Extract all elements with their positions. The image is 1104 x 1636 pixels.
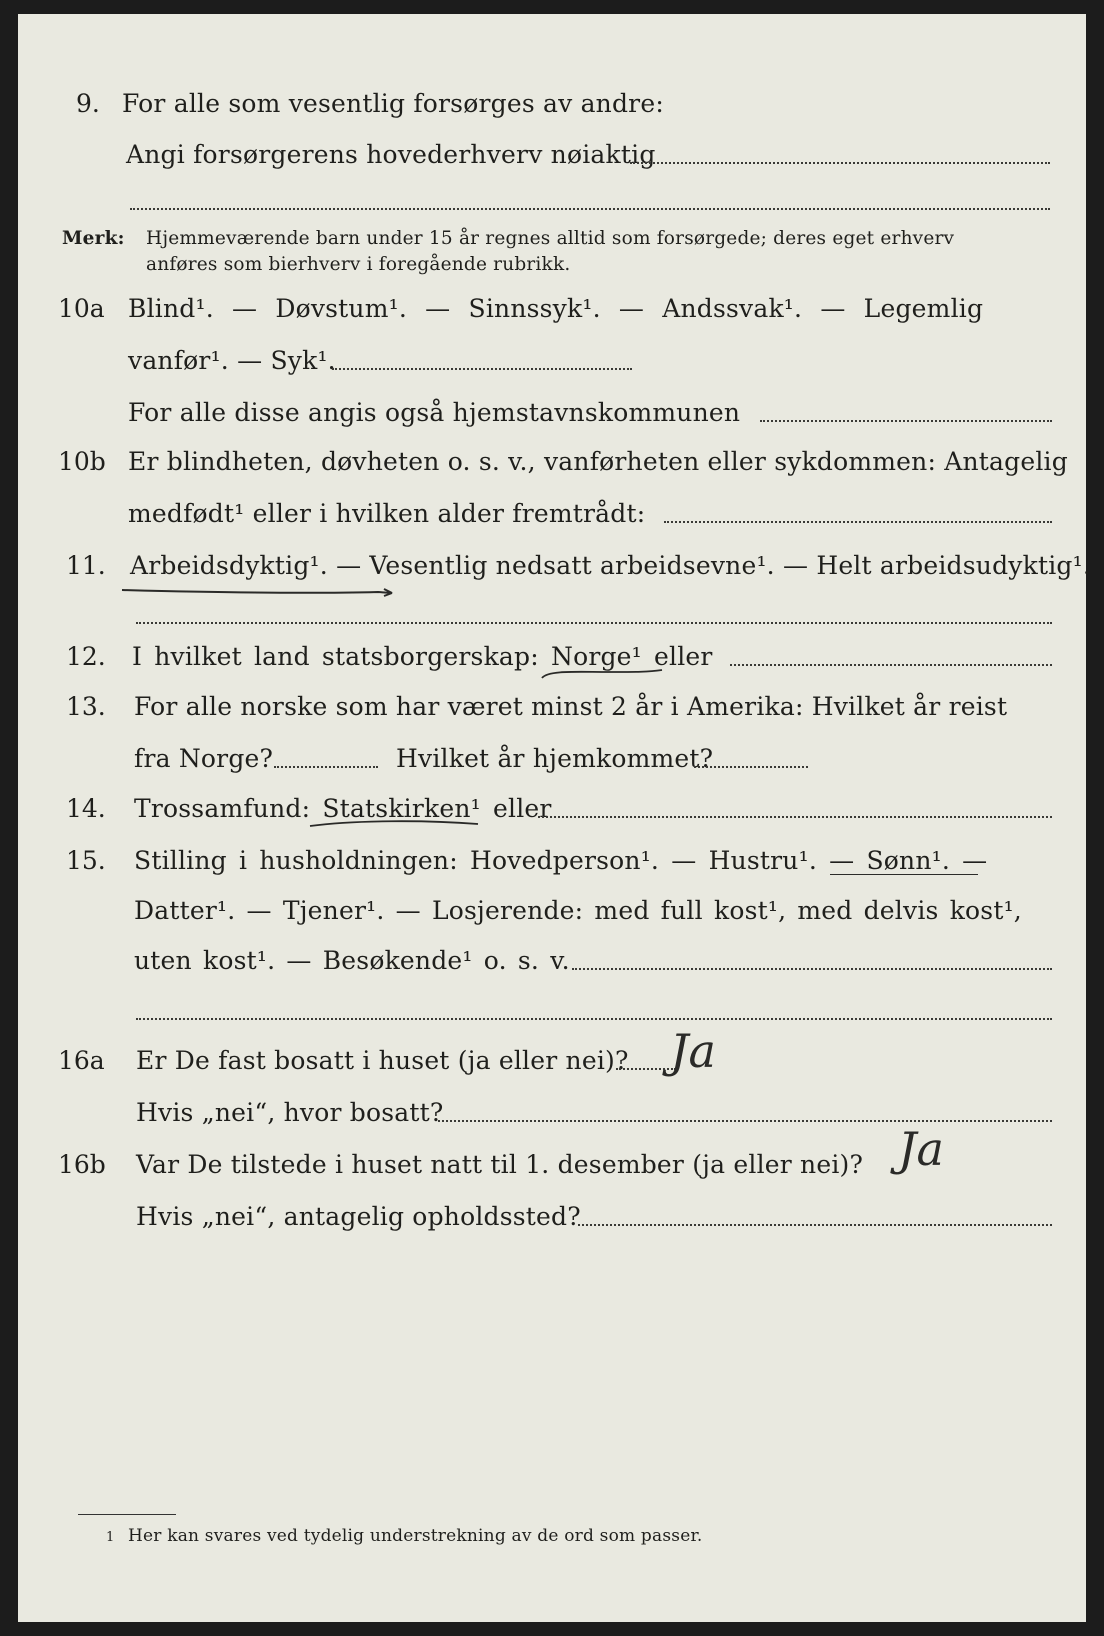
q16b-location-line[interactable] [578,1224,1052,1226]
q14-religion-question: Trossamfund: Statskirken¹ eller [134,794,552,823]
q15-household-position-options-2: Datter¹. — Tjener¹. — Losjerende: med full kost¹, med delvis kost¹, [134,896,1022,925]
q9-answer-line[interactable] [630,162,1050,164]
q15-household-position-options-3: uten kost¹. — Besøkende¹ o. s. v. [134,946,570,975]
q13-departure-line[interactable] [274,766,378,768]
q13-return-line[interactable] [694,766,808,768]
q15-answer-line-2[interactable] [136,1018,1052,1020]
q16a-address-line[interactable] [438,1120,1052,1122]
q15-number: 15. [66,846,106,875]
q10a-answer-line[interactable] [332,368,632,370]
q16a-number: 16a [58,1046,105,1075]
q10b-question-2: medfødt¹ eller i hvilken alder fremtrådt: [128,499,646,528]
q16b-handwritten-answer: Ja [898,1122,944,1176]
q13-america-question: For alle norske som har været minst 2 år i Amerika: Hvilket år reist [134,692,1008,721]
q16a-address-label: Hvis „nei“, hvor bosatt? [136,1098,444,1127]
q11-work-ability-options: Arbeidsdyktig¹. — Vesentlig nedsatt arbeidsevne¹. — Helt arbeidsudyktig¹. [130,551,1091,580]
q16b-number: 16b [58,1150,106,1179]
q9-question: For alle som vesentlig forsørges av andre: [122,89,664,118]
q10b-question: Er blindheten, døvheten o. s. v., vanførheten eller sykdommen: Antagelig [128,447,1068,476]
q12-answer-line[interactable] [730,664,1052,666]
q13-return-label: Hvilket år hjemkommet? [396,744,714,773]
q16a-answer-line[interactable] [616,1068,676,1070]
footnote-mark: 1 [106,1530,115,1545]
footnote-text: Her kan svares ved tydelig understrekning av de ord som passer. [128,1526,703,1546]
footnote-rule [78,1514,176,1515]
q12-number: 12. [66,642,106,671]
q9-answer-line-2[interactable] [130,208,1050,210]
q15-sonn-underline [830,874,978,875]
q13-departure-label: fra Norge? [134,744,274,773]
q10b-number: 10b [58,447,106,476]
q9-provider-occupation-label: Angi forsørgerens hovederhverv nøiaktig [126,140,656,169]
q14-answer-line[interactable] [538,816,1052,818]
q15-answer-line[interactable] [572,968,1052,970]
merk-note-line1: Hjemmeværende barn under 15 år regnes alltid som forsørgede; deres eget erhverv [146,228,955,249]
q10a-municipality-line[interactable] [760,420,1052,422]
q15-household-position-options: Stilling i husholdningen: Hovedperson¹. — Hustru¹. — Sønn¹. — [134,846,988,875]
q16b-location-label: Hvis „nei“, antagelig opholdssted? [136,1202,581,1231]
q13-number: 13. [66,692,106,721]
q10b-answer-line[interactable] [664,521,1052,523]
q12-handwritten-underline [538,664,668,684]
q16b-presence-question: Var De tilstede i huset natt til 1. desember (ja eller nei)? [136,1150,864,1179]
q16a-residence-question: Er De fast bosatt i huset (ja eller nei)? [136,1046,629,1075]
q11-answer-line[interactable] [136,622,1052,624]
q10a-disability-options-2: vanfør¹. — Syk¹. [128,346,336,375]
q12-citizenship-question: I hvilket land statsborgerskap: Norge¹ eller [132,642,713,671]
q10a-disability-options: Blind¹. — Døvstum¹. — Sinnssyk¹. — Andssvak¹. — Legemlig [128,294,984,323]
census-form-page [18,14,1091,1622]
q10a-home-municipality-label: For alle disse angis også hjemstavnskommunen [128,398,741,427]
merk-label: Merk: [62,228,125,249]
q14-number: 14. [66,794,106,823]
q11-handwritten-underline [118,582,408,600]
merk-note-line2: anføres som bierhverv i foregående rubrikk. [146,254,571,275]
q9-number: 9. [76,89,100,118]
q16a-handwritten-answer: Ja [670,1024,716,1078]
q10a-number: 10a [58,294,105,323]
q11-number: 11. [66,551,106,580]
q14-handwritten-underline [306,816,486,832]
